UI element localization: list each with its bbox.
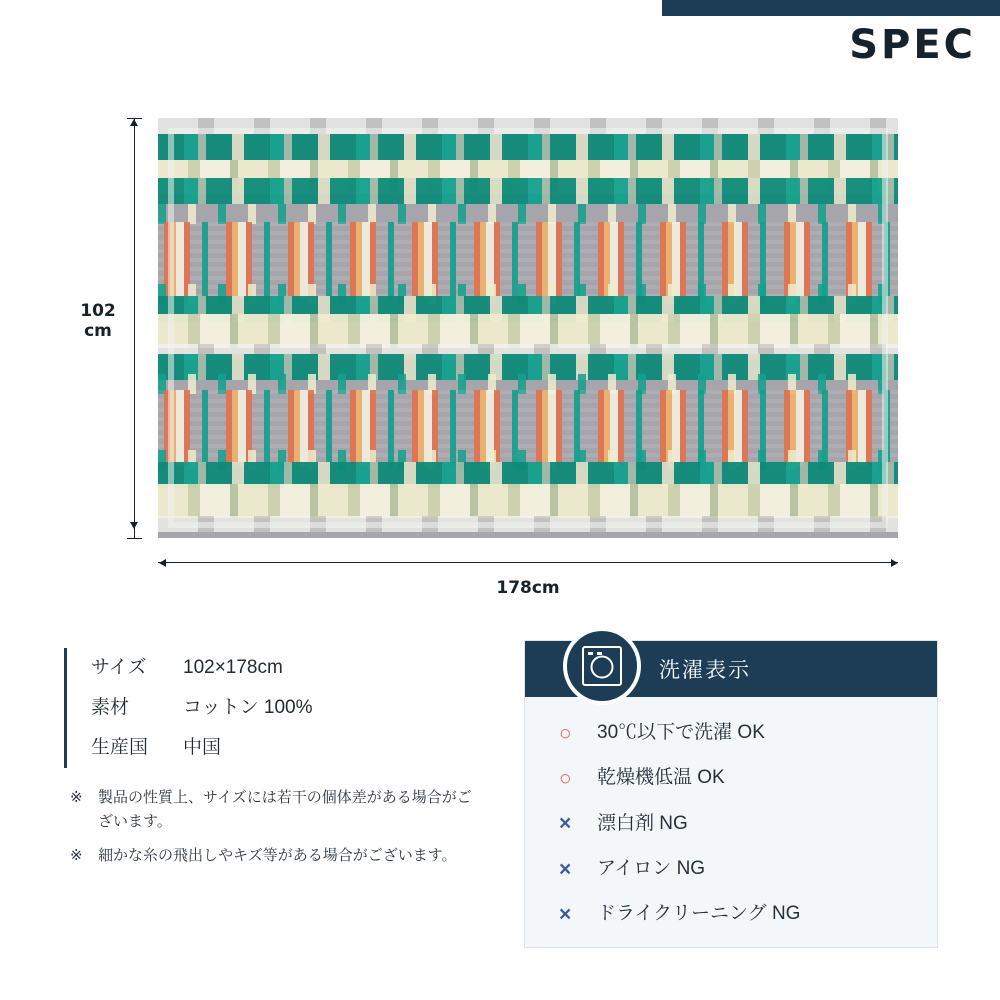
notes-list	[64, 786, 484, 868]
product-image-section	[72, 110, 932, 610]
header-accent-bar	[662, 0, 1000, 16]
spec-value: 102×178cm	[183, 657, 283, 678]
spec-value: コットン 100%	[183, 696, 313, 718]
spec-value: 中国	[183, 736, 222, 758]
height-dimension-line	[134, 118, 135, 538]
width-arrow-right-icon	[891, 559, 898, 567]
spec-row	[91, 688, 484, 728]
spec-row	[91, 648, 484, 688]
note-mark: ※	[70, 846, 83, 864]
spec-row	[91, 728, 484, 768]
width-dimension-line	[158, 562, 898, 563]
washing-item-label: 30℃以下で洗濯 OK	[597, 722, 765, 744]
washing-symbol-ok-icon: ○	[559, 767, 572, 791]
height-arrow-up-icon	[130, 119, 138, 126]
washing-item	[559, 711, 903, 756]
height-arrow-down-icon	[130, 522, 138, 529]
height-value: 102	[80, 301, 116, 321]
washing-instructions-panel	[524, 640, 938, 948]
spec-key: サイズ	[91, 657, 147, 678]
height-unit: cm	[84, 320, 112, 341]
washing-item-label: 乾燥機低温 OK	[597, 767, 725, 789]
note-text: 細かな糸の飛出しやキズ等がある場合がございます。	[98, 846, 457, 864]
washing-items-list	[525, 711, 937, 937]
spec-details-section	[64, 648, 484, 878]
page-title: SPEC	[849, 22, 976, 68]
washing-item	[559, 847, 903, 892]
width-arrow-left-icon	[159, 559, 166, 567]
spec-key: 生産国	[91, 736, 149, 758]
note-item	[70, 844, 484, 868]
height-dimension-label	[72, 302, 124, 341]
note-text: 製品の性質上、サイズには若干の個体差がある場合がございます。	[98, 788, 472, 830]
washing-item	[559, 801, 903, 846]
note-mark: ※	[70, 788, 83, 806]
spec-table	[64, 648, 484, 768]
washing-item-label: ドライクリーニング NG	[597, 902, 801, 924]
washing-item-label: アイロン NG	[597, 857, 706, 879]
note-item	[70, 786, 484, 834]
washing-item	[559, 892, 903, 937]
height-dimension-cap-bottom	[127, 538, 142, 539]
washing-symbol-ok-icon: ○	[559, 722, 572, 745]
towel-product-image	[158, 118, 898, 538]
washing-symbol-ng-icon: ×	[559, 902, 572, 926]
washing-symbol-ng-icon: ×	[559, 857, 572, 881]
washing-symbol-ng-icon: ×	[559, 812, 572, 836]
washing-item-label: 漂白剤 NG	[597, 812, 688, 834]
washing-machine-icon	[563, 627, 641, 705]
width-dimension-label: 178cm	[496, 578, 560, 598]
washing-panel-title: 洗濯表示	[659, 659, 751, 682]
spec-key: 素材	[91, 696, 130, 718]
washing-item	[559, 756, 903, 801]
